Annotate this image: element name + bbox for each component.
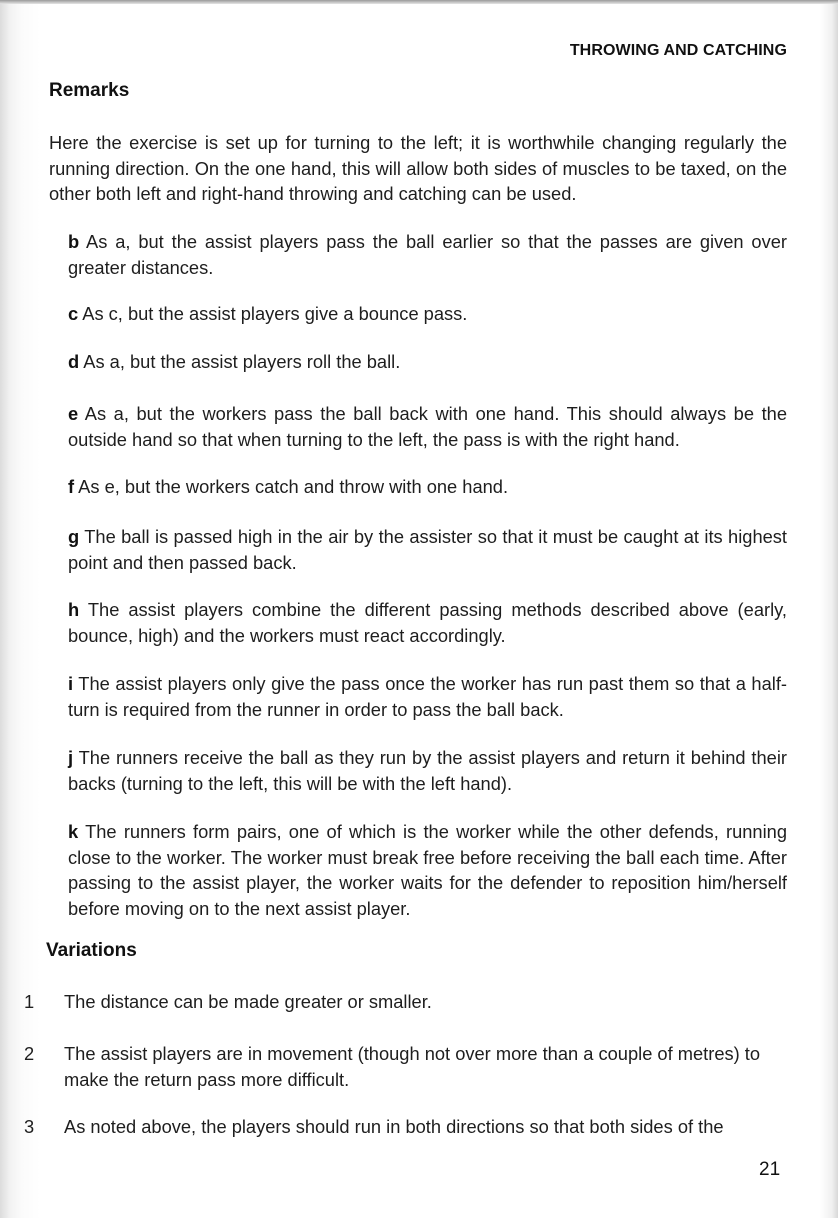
remark-item-label: e	[68, 403, 79, 424]
remark-item-label: b	[68, 231, 80, 252]
remark-item-label: g	[68, 526, 80, 547]
remark-item-label: c	[68, 303, 79, 324]
remark-item-text: The runners form pairs, one of which is the worker while the other defends, running close to the worker. The worker must break free before receiving the ball each time. After passing to the assist player, the worker waits for the defender to reposition him/herself before moving on to the next assist player.	[68, 821, 788, 919]
remark-item-text: The ball is passed high in the air by the assister so that it must be caught at its highest point and then passed back.	[68, 526, 788, 573]
remark-item-g	[68, 524, 787, 575]
page-number: 21	[759, 1159, 781, 1180]
variation-item-2	[24, 1041, 787, 1092]
running-head: THROWING AND CATCHING	[569, 42, 787, 59]
remark-item-text: As c, but the assist players give a bounce pass.	[82, 303, 468, 324]
remark-item-label: f	[68, 476, 75, 497]
remark-item-j	[68, 745, 787, 796]
variation-number: 3	[24, 1116, 35, 1137]
remark-item-k	[68, 819, 787, 921]
remark-item-e	[68, 401, 787, 452]
remarks-heading: Remarks	[49, 80, 130, 101]
variation-text: The distance can be made greater or smaller.	[64, 991, 432, 1012]
remark-item-b	[68, 229, 787, 280]
remark-item-text: The assist players combine the different passing methods described above (early, bounce, high) and the workers must react accordingly.	[68, 599, 787, 646]
variation-item-1	[24, 989, 787, 1015]
remark-item-d	[68, 349, 787, 375]
variation-number: 2	[24, 1043, 35, 1064]
remark-item-label: k	[68, 821, 79, 842]
remark-item-label: d	[68, 351, 80, 372]
variation-item-3	[24, 1114, 787, 1140]
remark-item-label: h	[68, 599, 80, 620]
remark-item-text: As a, but the assist players pass the ball earlier so that the passes are given over greater distances.	[68, 231, 787, 278]
remark-item-label: i	[68, 673, 74, 694]
remarks-intro: Here the exercise is set up for turning to the left; it is worthwhile changing regularly the running direction. On the one hand, this will allow both sides of muscles to be taxed, on the other both left and right-hand throwing and catching can be used.	[49, 132, 787, 204]
remark-item-text: As e, but the workers catch and throw with one hand.	[78, 476, 509, 497]
remark-item-text: As a, but the assist players roll the ball.	[83, 351, 401, 372]
page-top-edge	[0, 0, 838, 4]
remark-item-text: The assist players only give the pass once the worker has run past them so that a half-turn is required from the runner in order to pass the ball back.	[68, 673, 787, 720]
remark-item-c	[68, 301, 787, 327]
variations-heading: Variations	[46, 940, 137, 961]
remark-item-f	[68, 474, 787, 500]
remark-item-label: j	[68, 747, 74, 768]
variation-number: 1	[24, 991, 35, 1012]
remark-item-text: As a, but the workers pass the ball back with one hand. This should always be the outside hand so that when turning to the left, the pass is with the right hand.	[68, 403, 787, 450]
remark-item-h	[68, 597, 787, 648]
remark-item-i	[68, 671, 787, 722]
remark-item-text: The runners receive the ball as they run by the assist players and return it behind their backs (turning to the left, this will be with the left hand).	[68, 747, 787, 794]
variation-text: The assist players are in movement (though not over more than a couple of metres) to make the return pass more difficult.	[64, 1043, 761, 1090]
variation-text: As noted above, the players should run in both directions so that both sides of the	[64, 1116, 724, 1137]
